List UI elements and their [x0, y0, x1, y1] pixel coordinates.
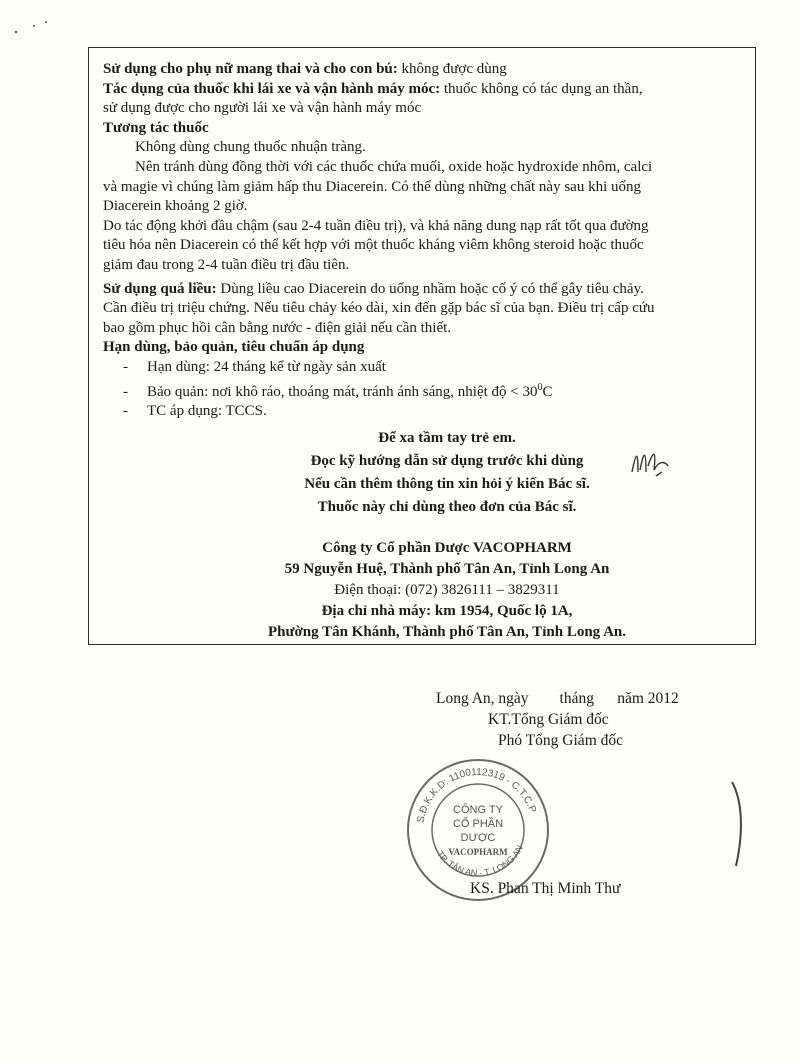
signature-block	[436, 688, 766, 751]
handwritten-initials	[628, 442, 678, 487]
interaction-cont-5: giảm đau trong 2-4 tuần điều trị đầu tiên.	[103, 256, 350, 273]
company-phone: Điện thoại: (072) 3826111 – 3829311	[334, 581, 560, 598]
warning-line: Thuốc này chỉ dùng theo đơn của Bác sĩ.	[317, 498, 577, 515]
overdose-cont-1: Cần điều trị triệu chứng. Nếu tiêu chảy kéo dài, xin đến gặp bác sĩ của bạn. Điều trị cấp cứu	[103, 300, 655, 317]
factory-address: Địa chỉ nhà máy: km 1954, Quốc lộ 1A,	[321, 602, 573, 619]
interaction-cont-1: và magie vì chúng làm giảm hấp thu Diacerein. Có thể dùng những chất này sau khi uống	[103, 178, 642, 195]
driving-line: Tác dụng của thuốc khi lái xe và vận hành máy móc: thuốc không có tác dụng an thần,	[103, 80, 643, 97]
seal-line-2: CỔ PHẦN	[452, 818, 504, 830]
date-line: Long An, ngày tháng năm 2012	[436, 690, 679, 707]
company-name: Công ty Cổ phần Dược VACOPHARM	[322, 539, 572, 556]
seal-line-1: CÔNG TY	[453, 804, 503, 816]
factory-address-cont: Phường Tân Khánh, Thành phố Tân An, Tỉnh Long An.	[267, 623, 627, 640]
signer-title-1: KT.Tổng Giám đốc	[488, 711, 609, 728]
warning-line: Đọc kỹ hướng dẫn sử dụng trước khi dùng	[310, 452, 584, 469]
document-body	[103, 60, 751, 643]
interaction-cont-2: Diacerein khoảng 2 giờ.	[103, 198, 248, 215]
storage-item: - Bảo quản: nơi khô ráo, thoáng mát, tránh ánh sáng, nhiệt độ < $30^0C$	[123, 381, 553, 400]
driving-line-cont: sử dụng được cho người lái xe và vận hành máy móc	[103, 100, 422, 117]
overdose-cont-2: bao gồm phục hồi cân bằng nước - điện giải nếu cần thiết.	[103, 319, 452, 336]
interaction-cont-3: Do tác động khởi đầu chậm (sau 2-4 tuần điều trị), và khả năng dung nạp rất tốt qua đường	[103, 217, 649, 234]
warning-line: Nếu cần thêm thông tin xin hỏi ý kiến Bác sĩ.	[304, 475, 590, 492]
signer-title-2: Phó Tổng Giám đốc	[498, 732, 623, 749]
warning-line: Để xa tầm tay trẻ em.	[378, 429, 516, 446]
pregnancy-line: Sử dụng cho phụ nữ mang thai và cho con bú: không được dùng	[103, 61, 507, 77]
company-address: 59 Nguyễn Huệ, Thành phố Tân An, Tỉnh Long An	[284, 560, 610, 577]
storage-heading: Hạn dùng, bảo quản, tiêu chuẩn áp dụng	[103, 339, 365, 356]
company-block	[103, 538, 751, 643]
interaction-line-1: Không dùng chung thuốc nhuận tràng.	[135, 139, 366, 156]
seal-line-4: VACOPHARM	[448, 847, 508, 857]
overdose-line: Sử dụng quá liều: Dùng liều cao Diacerein do uống nhầm hoặc cố ý có thể gây tiêu chảy.	[103, 280, 644, 297]
seal-line-3: DƯỢC	[460, 832, 496, 844]
storage-item: - TC áp dụng: TCCS.	[123, 403, 267, 420]
interaction-line-2: Nên tránh dùng đồng thời với các thuốc chứa muối, oxide hoặc hydroxide nhôm, calci	[135, 158, 653, 175]
interaction-cont-4: tiêu hóa nên Diacerein có thể kết hợp với một thuốc kháng viêm không steroid hoặc thuốc	[103, 237, 644, 254]
seal-ring-top: S.Đ.K.K.D: 1100112319 - C.T.C.P	[415, 766, 538, 824]
storage-item: - Hạn dùng: 24 tháng kể từ ngày sản xuất	[123, 358, 386, 375]
interaction-heading: Tương tác thuốc	[103, 119, 209, 136]
seal-ring-bottom: TP. TÂN AN - T. LONG AN	[434, 843, 526, 879]
scan-edge-mark	[728, 780, 748, 875]
signer-name: KS. Phan Thị Minh Thư	[470, 880, 621, 897]
scan-specks	[12, 18, 52, 43]
